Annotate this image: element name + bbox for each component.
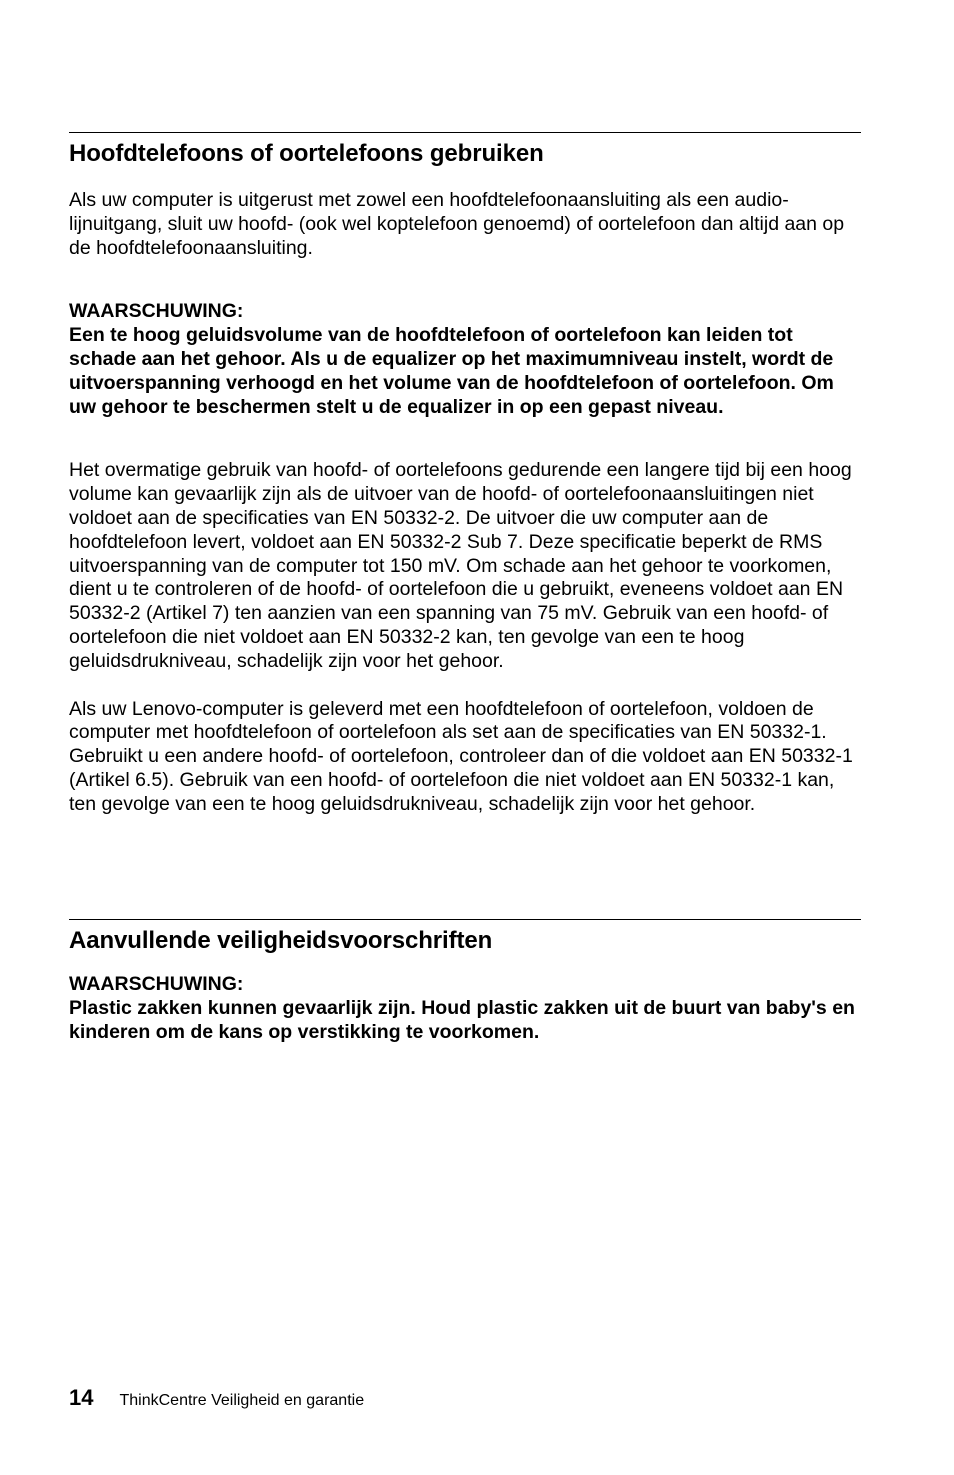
page-number: 14 <box>69 1385 94 1410</box>
section-additional-safety <box>69 919 861 1044</box>
footer-title: ThinkCentre Veiligheid en garantie <box>119 1392 365 1409</box>
warning-label: WAARSCHUWING: <box>69 300 244 323</box>
section-headphones <box>69 132 861 817</box>
intro-paragraph: Als uw computer is uitgerust met zowel een hoofdtelefoonaansluiting als een audio-lijnuitgang, sluit uw hoofd- (ook wel koptelefoon genoemd) of oortelefoon dan altijd aan op de hoofdtelefoonaansluiting. <box>69 189 845 259</box>
warning-text: Plastic zakken kunnen gevaarlijk zijn. Houd plastic zakken uit de buurt van baby's en kinderen om de kans op verstikking te voorkomen. <box>69 996 855 1043</box>
body-paragraph: Als uw Lenovo-computer is geleverd met een hoofdtelefoon of oortelefoon, voldoen de computer met hoofdtelefoon of oortelefoon als set aan de specificaties van EN 50332-1. Gebruikt u een andere hoofd- of oortelefoon, controleer dan of die voldoet aan EN 50332-1 (Artikel 6.5). Gebruik van een hoofd- of oortelefoon die niet voldoet aan EN 50332-1 kan, ten gevolge van een te hoog geluidsdrukniveau, schadelijk zijn voor het gehoor. <box>69 697 853 815</box>
section-divider <box>69 919 861 920</box>
page-footer <box>69 1385 364 1411</box>
warning-text: Een te hoog geluidsvolume van de hoofdtelefoon of oortelefoon kan leiden tot schade aan het gehoor. Als u de equalizer op het maximumniveau instelt, wordt de uitvoerspanning verhoogd en het volume van de hoofdtelefoon of oortelefoon. Om uw gehoor te beschermen stelt u de equalizer in op een gepast niveau. <box>69 324 834 418</box>
warning-label: WAARSCHUWING: <box>69 973 244 995</box>
section-divider <box>69 132 861 133</box>
section-heading: Aanvullende veiligheidsvoorschriften <box>69 927 493 954</box>
body-paragraph: Het overmatige gebruik van hoofd- of oortelefoons gedurende een langere tijd bij een hoog volume kan gevaarlijk zijn als de uitvoer van de hoofd- of oortelefoonaansluitingen niet voldoet aan de specificaties van EN 50332-2. De uitvoer die uw computer aan de hoofdtelefoon levert, voldoet aan EN 50332-2 Sub 7. Deze specificatie beperkt de RMS uitvoerspanning van de computer tot 150 mV. Om schade aan het gehoor te voorkomen, dient u te controleren of de hoofd- of oortelefoon die u gebruikt, eveneens voldoet aan EN 50332-2 (Artikel 7) ten aanzien van een spanning van 75 mV. Gebruik van een hoofd- of oortelefoon die niet voldoet aan EN 50332-2 kan, ten gevolge van een te hoog geluidsdrukniveau, schadelijk zijn voor het gehoor. <box>69 459 852 672</box>
section-heading: Hoofdtelefoons of oortelefoons gebruiken <box>69 140 544 167</box>
